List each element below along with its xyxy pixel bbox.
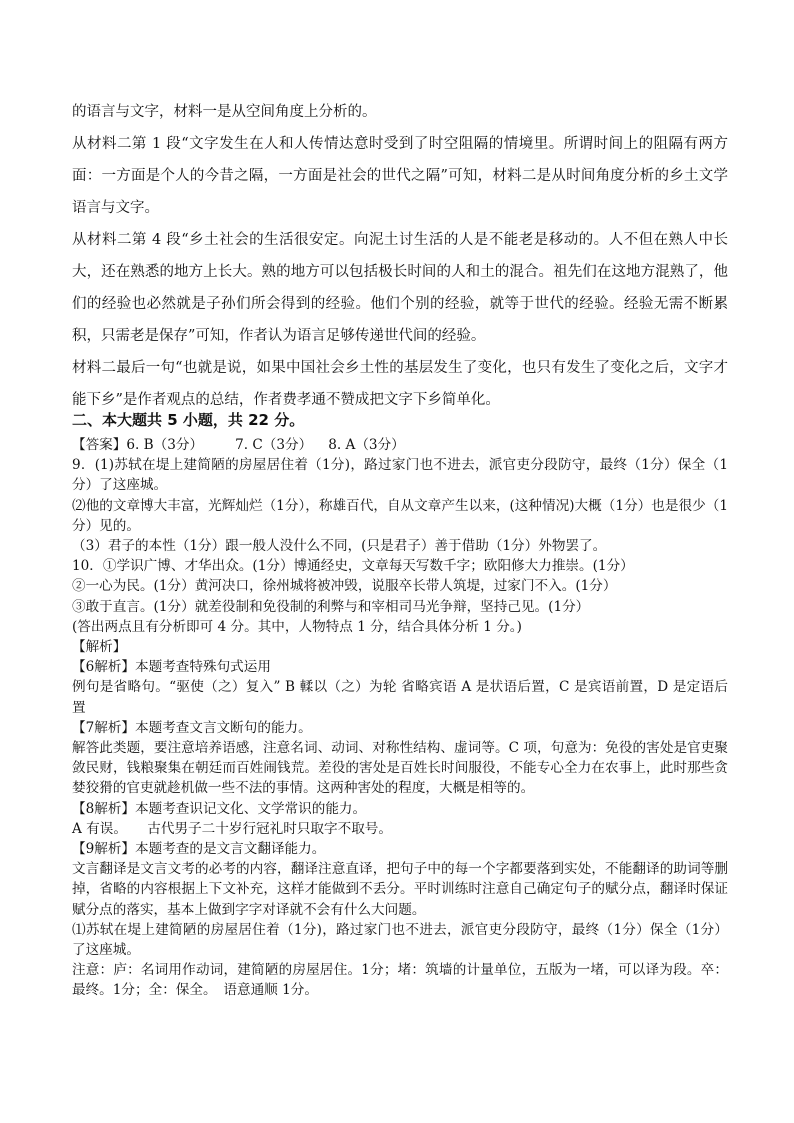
paragraph: ⑵他的文章博大丰富，光辉灿烂（1分），称雄百代，自从文章产生以来，(这种情况)大概（1分）也是很少（1分）见的。 (72, 497, 728, 534)
answer-label: 【答案】 (72, 437, 127, 453)
paragraph: ③敢于直言。(1分）就差役制和免役制的利弊与和宰相司马光争辩，坚持己见。(1分） (72, 598, 590, 615)
paragraph: A 有误。 古代男子二十岁行冠礼时只取字不取号。 (72, 820, 392, 837)
paragraph: 例句是省略句。“驱使（之）复入” B 輮以（之）为轮 省略宾语 A 是状语后置，C 是宾语前置，D 是定语后置 (72, 679, 728, 716)
paragraph: （3）君子的本性（1分）跟一般人没什么不同，(只是君子）善于借助（1分）外物罢了。 (72, 538, 607, 555)
paragraph: 【9解析】本题考查的是文言文翻译能力。 (72, 841, 326, 858)
paragraph: ⑴苏轼在堤上建简陋的房屋居住着（1分)，路过家门也不进去，派官吏分段防守，最终（1分）保全（1分）了这座城。 (72, 921, 728, 959)
paragraph: 【6解析】本题考查特殊句式运用 (72, 659, 271, 676)
paragraph: 【解析】 (72, 639, 127, 656)
paragraph: 【7解析】本题考查文言文断句的能力。 (72, 719, 312, 736)
analysis-section (72, 96, 728, 416)
paragraph: 材料二最后一句“也就是说，如果中国社会乡土性的基层发生了变化，也只有发生了变化之后，文字才能下乡”是作者观点的总结，作者费孝通不赞成把文字下乡简单化。 (72, 360, 728, 408)
answer-line (72, 435, 728, 455)
section-heading: 二、本大题共 5 小题，共 22 分。 (72, 411, 305, 429)
answer-6: 6. B（3分） (126, 437, 204, 453)
answers-section (72, 435, 728, 1001)
paragraph: 注意：庐：名词用作动词，建简陋的房屋居住。1分；堵：筑墙的计量单位，五版为一堵，可以译为段。卒：最终。1分；全：保全。 语意通顺 1分。 (72, 962, 728, 999)
paragraph: 的语言与文字，材料一是从空间角度上分析的。 (72, 104, 377, 120)
paragraph: 9．(1)苏轼在堤上建简陋的房屋居住着（1分)，路过家门也不进去，派官吏分段防守，最终（1分）保全（1分）了这座城。 (72, 457, 728, 494)
paragraph: 文言翻译是文言文考的必考的内容，翻译注意直译，把句子中的每一个字都要落到实处，不能翻译的助词等删掉，省略的内容根据上下文补充，这样才能做到不丢分。平时训练时注意自己确定句子的赋分点，翻译时保证赋分点的落实，基本上做到字字对译就不会有什么大问题。 (72, 861, 728, 918)
paragraph: 从材料二第 4 段“乡土社会的生活很安定。向泥土讨生活的人是不能老是移动的。人不但在熟人中长大，还在熟悉的地方上长大。熟的地方可以包括极长时间的人和土的混合。祖先们在这地方混熟了，他们的经验也必然就是子孙们所会得到的经验。他们个别的经验，就等于世代的经验。经验无需不断累积，只需老是保存”可知，作者认为语言足够传递世代间的经验。 (72, 232, 728, 344)
paragraph: (答出两点且有分析即可 4 分。其中，人物特点 1 分，结合具体分析 1 分。) (72, 618, 522, 635)
paragraph: 从材料二第 1 段“文字发生在人和人传情达意时受到了时空阻隔的情境里。所谓时间上的阻隔有两方面：一方面是个人的今昔之隔，一方面是社会的世代之隔”可知，材料二是从时间角度分析的乡土文学语言与文字。 (72, 136, 728, 216)
answer-8: 8. A（3分） (328, 437, 405, 453)
answer-7: 7. C（3分） (235, 437, 313, 453)
paragraph: 【8解析】本题考查识记文化、文学常识的能力。 (72, 800, 367, 817)
paragraph: 解答此类题，要注意培养语感，注意名词、动词、对称性结构、虚词等。C 项，句意为：免役的害处是官吏聚敛民财，钱粮聚集在朝廷而百姓闹钱荒。差役的害处是百姓长时间服役，不能专心全力在农事上，此时那些贪婪狡猾的官吏就趁机做一些不法的事情。这两种害处的程度，大概是相等的。 (72, 740, 728, 797)
paragraph: ②一心为民。(1分）黄河决口，徐州城将被冲毁，说服卒长带人筑堤，过家门不入。(1分） (72, 578, 617, 595)
paragraph: 10．①学识广博、才华出众。(1分）博通经史，文章每天写数千字；欧阳修大力推崇。(1分） (72, 558, 634, 575)
